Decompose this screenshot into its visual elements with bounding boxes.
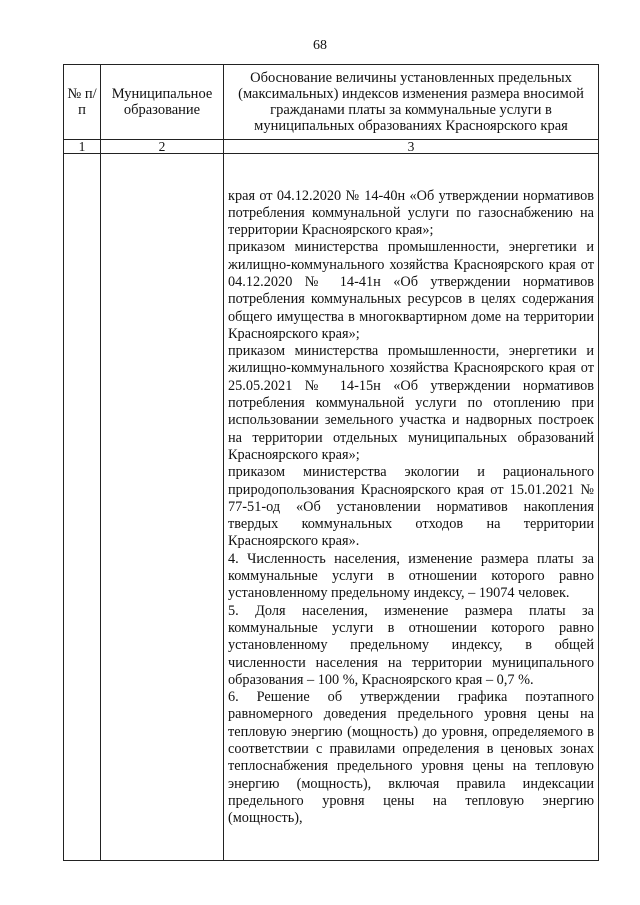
paragraph-heat-price-schedule: 6. Решение об утверждении графика поэтапного равномерного доведения предельного уровня цены на тепловую энергию (мощность) до уровня, определяемого в соответствии с правилами определения в ценовых зонах теплоснабжения предельного уровня цены на тепловую энергию (мощность), включая правила индексации предельного уровня цены на тепловую энергию (мощность),: [228, 689, 594, 827]
table-body-row: [64, 154, 599, 861]
page-number: 68: [313, 38, 327, 53]
justification-cell: [224, 154, 599, 861]
paragraph-common-property-order: приказом министерства промышленности, энергетики и жилищно-коммунального хозяйства Красноярского края от 04.12.2020 № 14-41н «Об утверждении нормативов потребления коммунальных ресурсов в целях содержания общего имущества в многоквартирном доме на территории Красноярского края»;: [228, 239, 594, 342]
table-header-row: [64, 65, 599, 140]
column-number-3: 3: [224, 140, 599, 154]
column-number-2: 2: [101, 140, 224, 154]
paragraph-population-share: 5. Доля населения, изменение размера платы за коммунальные услуги в отношении которого равно установленному предельному индексу, в общей численности населения на территории муниципального образования – 100 %, Красноярского края – 0,7 %.: [228, 602, 594, 688]
header-justification: Обоснование величины установленных предельных (максимальных) индексов изменения размера вносимой гражданами платы за коммунальные услуги в муниципальных образованиях Красноярского края: [224, 65, 599, 140]
column-number-row: [64, 140, 599, 154]
header-number: № п/п: [64, 65, 101, 140]
number-cell: [64, 154, 101, 861]
municipality-cell: [101, 154, 224, 861]
justification-table: [63, 64, 599, 861]
paragraph-heating-order: приказом министерства промышленности, энергетики и жилищно-коммунального хозяйства Красноярского края от 25.05.2021 № 14-15н «Об утверждении нормативов потребления коммунальной услуги по отоплению при использовании земельного участка и надворных построек на территории отдельных муниципальных образований Красноярского края»;: [228, 343, 594, 463]
paragraph-population-count: 4. Численность населения, изменение размера платы за коммунальные услуги в отношении которого равно установленному предельному индексу, – 19074 человек.: [228, 550, 594, 602]
paragraph-waste-order: приказом министерства экологии и рационального природопользования Красноярского края от 15.01.2021 № 77-51-од «Об установлении нормативов накопления твердых коммунальных отходов на территории Красноярского края».: [228, 464, 594, 550]
header-municipality: Муниципальное образование: [101, 65, 224, 140]
column-number-1: 1: [64, 140, 101, 154]
paragraph-gas-order: края от 04.12.2020 № 14-40н «Об утверждении нормативов потребления коммунальной услуги по газоснабжению на территории Красноярского края»;: [228, 187, 594, 239]
